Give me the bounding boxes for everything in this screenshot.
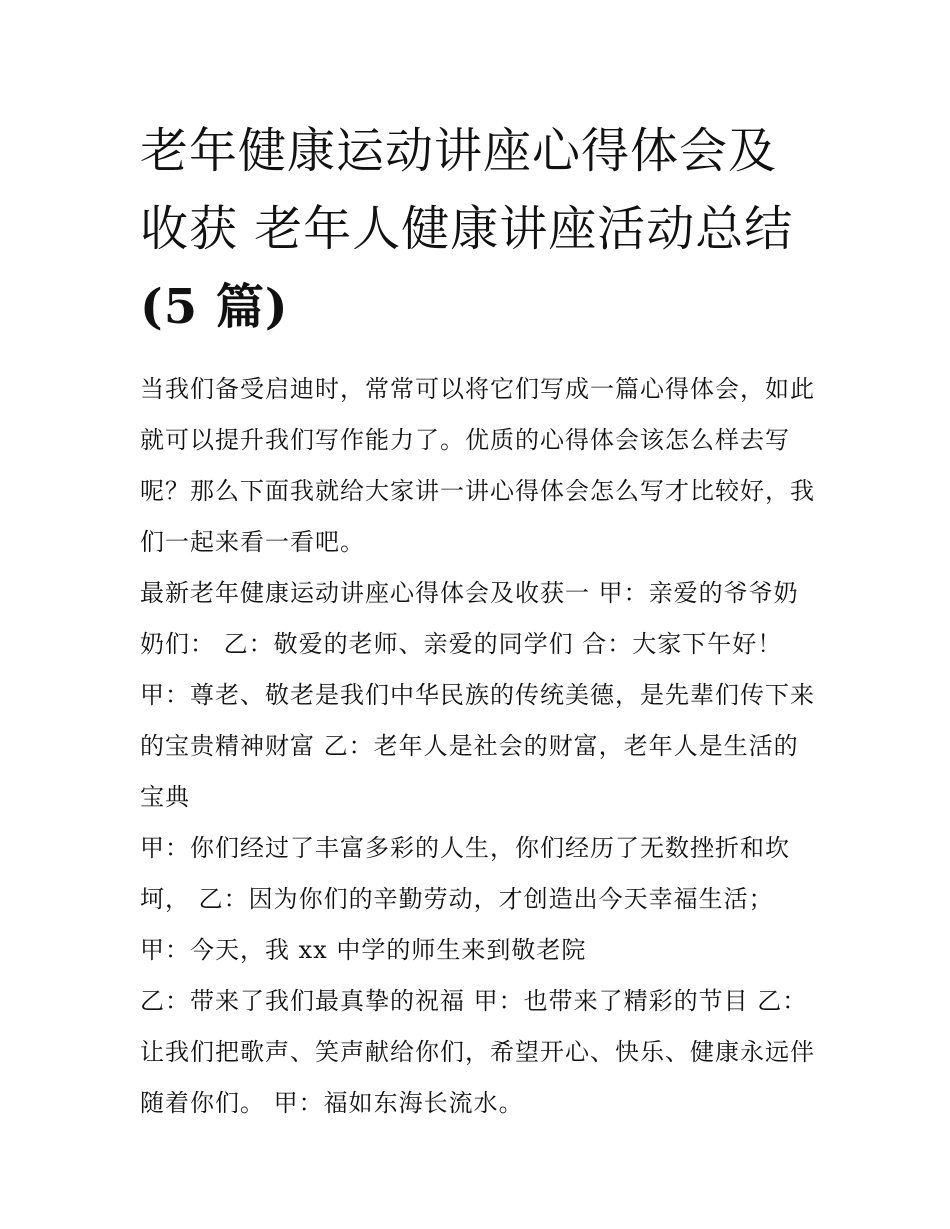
- text-line: 们一起来看一看吧。: [140, 528, 365, 556]
- text-line: 甲：你们经过了丰富多彩的人生，你们经历了无数挫折和坎: [140, 834, 790, 862]
- text-line: 甲：今天，我 xx 中学的师生来到敬老院: [140, 936, 587, 964]
- body-paragraph: [140, 976, 820, 1129]
- text-line: 随着你们。 甲：福如东海长流水。: [140, 1089, 524, 1117]
- text-line: 呢？那么下面我就给大家讲一讲心得体会怎么写才比较好，我: [140, 477, 815, 505]
- document-body: [140, 112, 820, 1129]
- title-line: (5 篇): [140, 279, 289, 335]
- text-line: 最新老年健康运动讲座心得体会及收获一 甲：亲爱的爷爷奶: [140, 579, 799, 607]
- text-line: 就可以提升我们写作能力了。优质的心得体会该怎么样去写: [140, 426, 790, 454]
- text-line: 甲：尊老、敬老是我们中华民族的传统美德，是先辈们传下来: [140, 681, 815, 709]
- body-paragraph: [140, 568, 820, 670]
- text-line: 让我们把歌声、笑声献给你们，希望开心、快乐、健康永远伴: [140, 1038, 815, 1066]
- body-paragraph: [140, 823, 820, 925]
- text-line: 宝典: [140, 783, 190, 811]
- document-title: [140, 112, 820, 346]
- text-line: 奶们： 乙：敬爱的老师、亲爱的同学们 合：大家下午好！: [140, 630, 783, 658]
- title-line: 收获 老年人健康讲座活动总结: [140, 201, 794, 257]
- body-paragraph: [140, 925, 820, 976]
- text-line: 坷， 乙：因为你们的辛勤劳动，才创造出今天幸福生活；: [140, 885, 774, 913]
- text-line: 当我们备受启迪时，常常可以将它们写成一篇心得体会，如此: [140, 375, 815, 403]
- body-paragraph: [140, 670, 820, 823]
- title-line: 老年健康运动讲座心得体会及: [140, 123, 778, 179]
- intro-paragraph: [140, 364, 820, 568]
- text-line: 的宝贵精神财富 乙：老年人是社会的财富，老年人是生活的: [140, 732, 799, 760]
- text-line: 乙：带来了我们最真挚的祝福 甲：也带来了精彩的节目 乙：: [140, 987, 808, 1015]
